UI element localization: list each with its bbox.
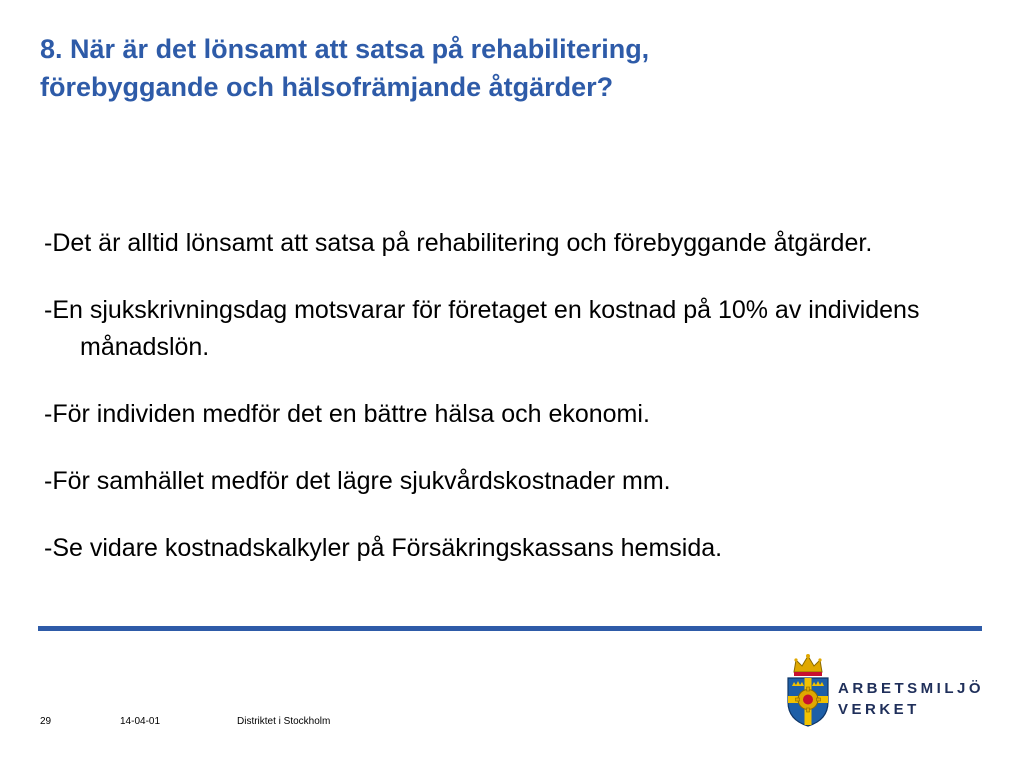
slide-title (40, 30, 940, 106)
bullet-item: -För individen medför det en bättre hälsa och ekonomi. (44, 400, 650, 428)
slide-title-line-2: förebyggande och hälsofrämjande åtgärder? (40, 72, 614, 102)
logo-line-1: ARBETSMILJÖ (838, 680, 985, 697)
page-number: 29 (40, 716, 52, 727)
bullet-item: -Se vidare kostnadskalkyler på Försäkringskassans hemsida. (44, 534, 723, 562)
bullet-list (44, 225, 944, 597)
logo-wordmark (838, 678, 984, 720)
divider-rule (38, 626, 982, 631)
bullet-item: -Det är alltid lönsamt att satsa på rehabilitering och förebyggande åtgärder. (44, 229, 873, 257)
footer-district: Distriktet i Stockholm (237, 716, 331, 727)
logo-line-2: VERKET (838, 701, 920, 718)
organization-logo (780, 650, 990, 730)
swedish-coat-of-arms-icon (780, 650, 836, 730)
bullet-item: -För samhället medför det lägre sjukvårdskostnader mm. (44, 467, 671, 495)
footer-date: 14-04-01 (120, 716, 161, 727)
bullet-item: -En sjukskrivningsdag motsvarar för företaget en kostnad på 10% av individens månadslön. (44, 296, 920, 361)
slide-title-line-1: 8. När är det lönsamt att satsa på rehabilitering, (40, 34, 650, 64)
